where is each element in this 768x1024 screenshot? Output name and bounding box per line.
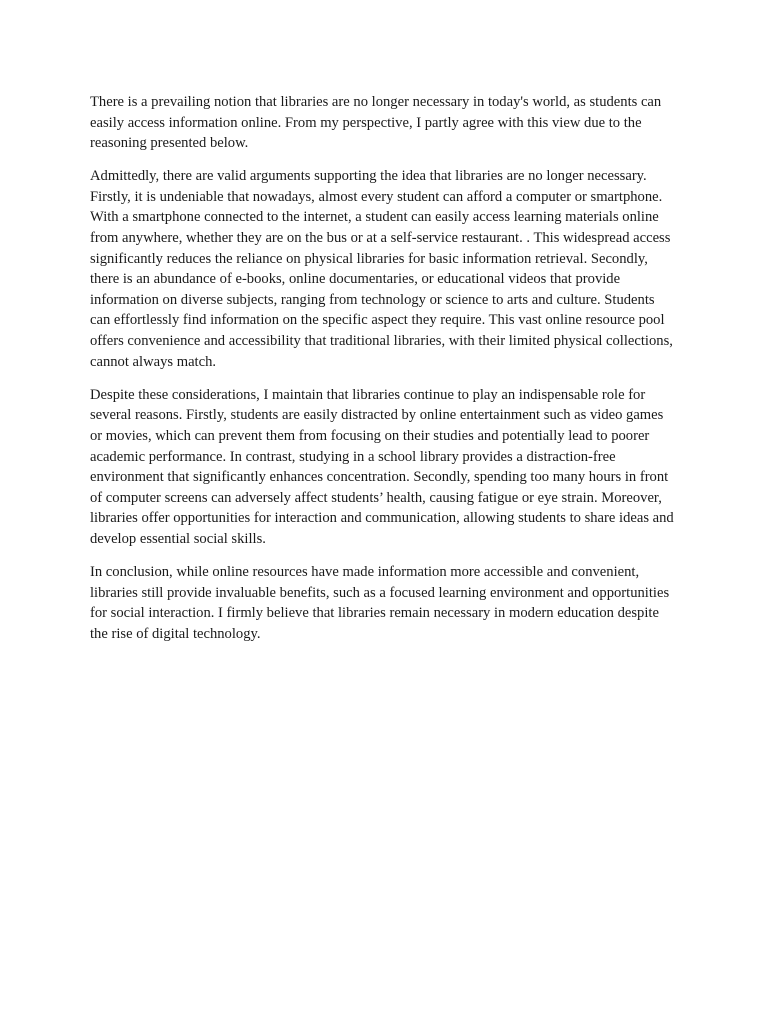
paragraph-conclusion: In conclusion, while online resources have made information more accessible and convenient, libraries still provide invaluable benefits, such as a focused learning environment and opportunities for social interaction. I firmly believe that libraries remain necessary in modern education despite the rise of digital technology. — [90, 563, 670, 642]
paragraph-arguments-against-libraries: Admittedly, there are valid arguments supporting the idea that libraries are no longer necessary. Firstly, it is undeniable that nowadays, almost every student can afford a computer or smartphone. With a smartphone connected to the internet, a student can easily access learning materials online from anywhere, whether they are on the bus or at a self-service restaurant. . This widespread access significantly reduces the reliance on physical libraries for basic information retrieval. Secondly, there is an abundance of e-books, online documentaries, or educational videos that provide information on diverse subjects, ranging from technology or science to arts and culture. Students can effortlessly find information on the specific aspect they require. This vast online resource pool offers convenience and accessibility that traditional libraries, with their limited physical collections, cannot always match. — [90, 168, 673, 370]
paragraph-introduction: There is a prevailing notion that libraries are no longer necessary in today's world, as students can easily access information online. From my perspective, I partly agree with this view due to the reasoning presented below. — [90, 94, 662, 152]
essay-body — [90, 92, 678, 657]
paragraph-arguments-for-libraries: Despite these considerations, I maintain that libraries continue to play an indispensable role for several reasons. Firstly, students are easily distracted by online entertainment such as video games or movies, which can prevent them from focusing on their studies and potentially lead to poorer academic performance. In contrast, studying in a school library provides a distraction-free environment that significantly enhances concentration. Secondly, spending too many hours in front of computer screens can adversely affect students’ health, causing fatigue or eye strain. Moreover, libraries offer opportunities for interaction and communication, allowing students to share ideas and develop essential social skills. — [90, 386, 674, 547]
